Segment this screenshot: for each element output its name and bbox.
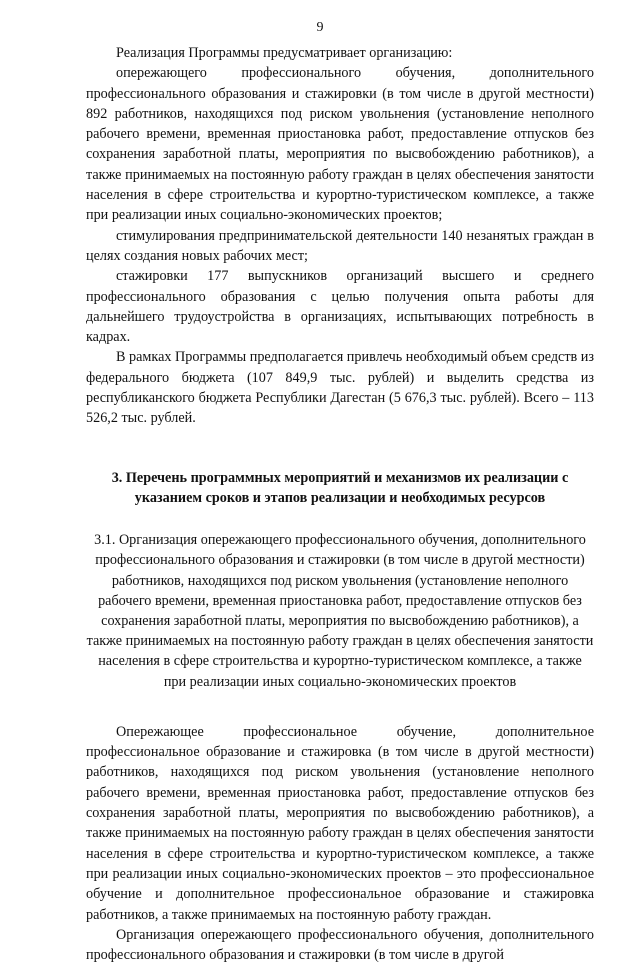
paragraph-definition: Опережающее профессиональное обучение, дополнительное профессиональное образование и стажировка (в том числе в другой местности) работников, находящихся под риском увольнения (установление неполного рабочего времени, временная приостановка работ, предоставление отпусков без сохранения заработной платы, мероприятия по высвобождению работников), а также принимаемых на постоянную работу граждан в целях обеспечения занятости населения в сфере строительства и курортно-туристическом комплексе, а также при реализации иных социально-экономических проектов – это профессиональное обучение и дополнительное профессиональное образование и стажировка работников, а также принимаемых на постоянную работу граждан. [86, 723, 594, 923]
paragraph-intro: Реализация Программы предусматривает организацию: [116, 45, 453, 61]
paragraph-training: опережающего профессионального обучения, дополнительного профессионального образования и стажировки (в том числе в другой местности) 892 работников, находящихся под риском увольнения (установление неполного рабочего времени, временная приостановка работ, предоставление отпусков без сохранения заработной платы, мероприятия по высвобождению работников), а также принимаемых на постоянную работу граждан в целях обеспечения занятости населения в сфере строительства и курортно-туристическом комплексе, а также при реализации иных социально-экономических проектов; [86, 65, 594, 224]
subsection-heading: 3.1. Организация опережающего профессионального обучения, дополнительного профессионального образования и стажировки (в том числе в другой местности) работников, находящихся под риском увольнения (установление неполного рабочего времени, временная приостановка работ, предоставление отпусков без сохранения заработной платы, мероприятия по высвобождению работников), а также принимаемых на постоянную работу граждан в целях обеспечения занятости населения в сфере строительства и курортно-туристическом комплексе, а также при реализации иных социально-экономических проектов [86, 532, 594, 690]
section-heading: 3. Перечень программных мероприятий и механизмов их реализации с указанием сроков и этапов реализации и необходимых ресурсов [111, 469, 569, 506]
paragraph-entrepreneurship: стимулирования предпринимательской деятельности 140 незанятых граждан в целях создания новых рабочих мест; [86, 227, 594, 264]
page-number: 9 [316, 20, 324, 35]
paragraph-organization: Организация опережающего профессионального обучения, дополнительного профессионального образования и стажировки (в том числе в другой [86, 926, 594, 964]
paragraph-budget: В рамках Программы предполагается привлечь необходимый объем средств из федерального бюджета (107 849,9 тыс. рублей) и выделить средства из республиканского бюджета Республики Дагестан (5 676,3 тыс. рублей). Всего – 113 526,2 тыс. рублей. [86, 349, 594, 427]
document-body [86, 43, 594, 965]
paragraph-internships: стажировки 177 выпускников организаций высшего и среднего профессионального образования с целью получения опыта работы для дальнейшего трудоустройства в организациях, испытывающих потребность в кадрах. [86, 268, 594, 346]
